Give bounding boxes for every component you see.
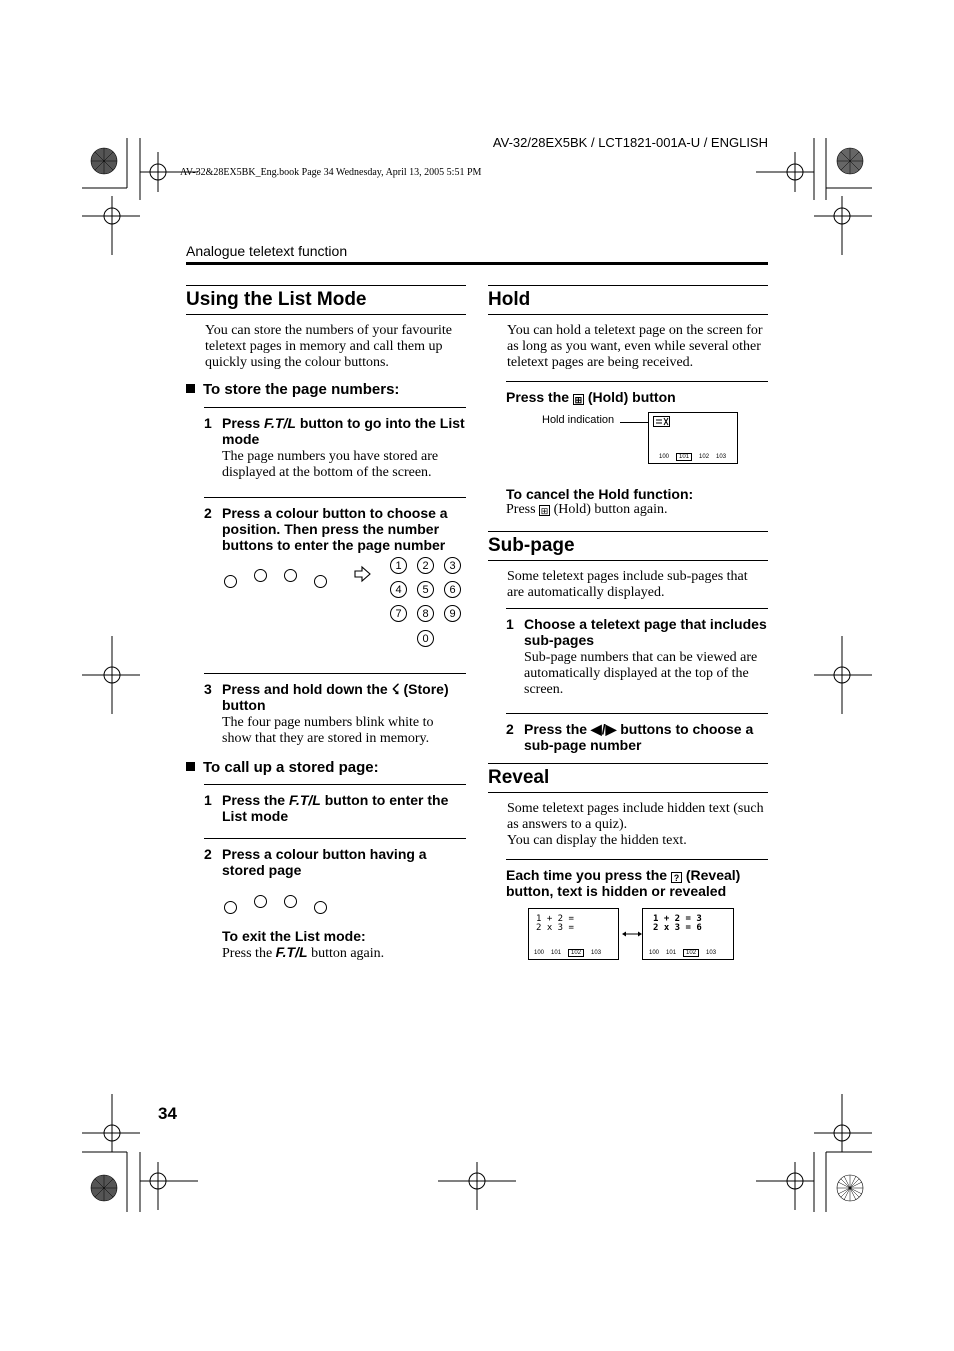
step-title-post: button to go into the List mode [222, 415, 465, 447]
number-key-9-icon: 9 [444, 605, 461, 622]
step-title-pre: Press and hold down the [222, 681, 392, 697]
hold-indication-leader [620, 422, 648, 423]
hold-indication-icon [653, 416, 671, 428]
step-title-pre: Each time you press the [506, 867, 671, 883]
hold-key-icon: ⊞ [540, 506, 549, 516]
page-number-item: 101 [551, 950, 562, 956]
colour-button-icon [284, 895, 297, 908]
book-line: AV-32&28EX5BK_Eng.book Page 34 Wednesday, April 13, 2005 5:51 PM [180, 167, 482, 178]
equation-line: 1 + 2 = 3 [653, 914, 702, 924]
equation-line: 2 x 3 = [536, 923, 574, 933]
page-number-item-highlighted: 101 [676, 453, 692, 461]
step-description: The four page numbers blink white to show that they are stored in memory. [222, 715, 434, 746]
store-step-2 [204, 497, 466, 661]
call-step-1 [204, 784, 466, 832]
reveal-step [506, 859, 768, 977]
number-key-0-icon: 0 [417, 630, 434, 647]
step-title: Press a colour button having a stored page [222, 846, 427, 878]
number-key-1-icon: 1 [390, 557, 407, 574]
bullet-square-icon [186, 762, 195, 771]
reveal-screen-page-numbers [649, 950, 723, 956]
cancel-title: To cancel the Hold function: [506, 486, 694, 502]
call-step-2 [204, 838, 466, 928]
cancel-post: (Hold) button again. [550, 502, 668, 517]
reveal-key-icon: ? [671, 872, 682, 883]
subpage-step-1 [506, 608, 768, 706]
number-key-6-icon: 6 [444, 581, 461, 598]
step-title-post: button to enter the List mode [222, 792, 449, 824]
header-rule [186, 262, 768, 265]
double-arrow-icon [622, 930, 642, 938]
hold-cancel [506, 486, 768, 518]
list-mode-intro: You can store the numbers of your favourite teletext pages in memory and call them up quickly using the colour buttons. [205, 323, 453, 370]
number-key-8-icon: 8 [417, 605, 434, 622]
hold-intro: You can hold a teletext page on the screen for as long as you want, even while several other teletext pages are being received. [507, 323, 763, 370]
section-header: Analogue teletext function [186, 243, 348, 259]
step-title-post: (Hold) button [583, 389, 676, 405]
pointing-hand-icon [354, 566, 372, 582]
step-title: Press a colour button to choose a position. Then press the number buttons to enter the page number [222, 505, 448, 553]
list-mode-section [186, 285, 466, 962]
step-title: Choose a teletext page that includes sub-pages [524, 616, 767, 648]
page-number-item: 102 [699, 454, 710, 460]
step-number: 2 [506, 721, 514, 737]
step-description: The page numbers you have stored are displayed at the bottom of the screen. [222, 449, 439, 480]
step-number: 1 [204, 792, 212, 808]
store-heading [186, 381, 466, 398]
hold-screen-page-numbers [659, 454, 733, 460]
hold-step [506, 381, 768, 486]
page-number-item: 103 [706, 950, 717, 956]
call-heading [186, 759, 466, 776]
store-step-3 [204, 673, 466, 749]
exit-post: button again. [307, 946, 385, 961]
step-title-pre: Press the [506, 389, 573, 405]
step-title: Press the ◀/▶ buttons to choose a sub-page number [524, 721, 754, 753]
colour-button-icon [314, 575, 327, 588]
colour-button-icon [314, 901, 327, 914]
number-key-7-icon: 7 [390, 605, 407, 622]
bullet-square-icon [186, 384, 195, 393]
step-number: 1 [506, 616, 514, 632]
equation-line: 2 x 3 = 6 [653, 923, 702, 933]
hold-screen [648, 412, 738, 464]
step-title-post: (Store) button [222, 681, 449, 713]
subpage-intro: Some teletext pages include sub-pages that are automatically displayed. [507, 569, 748, 600]
colour-button-icon [254, 895, 267, 908]
step-title [222, 415, 466, 447]
cancel-description [506, 502, 768, 518]
subpage-title: Sub-page [488, 531, 768, 561]
number-key-4-icon: 4 [390, 581, 407, 598]
page-number: 34 [158, 1104, 177, 1123]
number-key-5-icon: 5 [417, 581, 434, 598]
exit-title: To exit the List mode: [222, 928, 366, 944]
step-title [222, 792, 466, 824]
ftl-key-icon: F.T/L [288, 792, 321, 808]
hold-title: Hold [488, 285, 768, 315]
colour-button-icon [224, 575, 237, 588]
reveal-title: Reveal [488, 763, 768, 793]
subpage-step-2 [506, 713, 768, 763]
number-key-3-icon: 3 [444, 557, 461, 574]
store-key-icon: ☇ [391, 681, 400, 697]
page-number-item: 100 [659, 454, 670, 460]
right-column [488, 285, 768, 977]
hold-indication-label: Hold indication [542, 414, 615, 426]
page-number-item: 100 [649, 950, 660, 956]
model-line: AV-32/28EX5BK / LCT1821-001A-U / ENGLISH [492, 135, 768, 150]
page-number-item-highlighted: 102 [568, 949, 584, 957]
step-number: 1 [204, 415, 212, 431]
step-description: Sub-page numbers that can be viewed are automatically displayed at the top of the screen. [524, 650, 758, 697]
page-number-item: 101 [666, 950, 677, 956]
colour-button-icon [254, 569, 267, 582]
step-title [506, 389, 768, 405]
exit-list-mode [222, 928, 466, 962]
step-title-pre: Press the [222, 792, 289, 808]
reveal-intro-2: You can display the hidden text. [507, 833, 687, 848]
store-heading-text: To store the page numbers: [203, 381, 400, 398]
colour-button-icon [284, 569, 297, 582]
equation-line: 1 + 2 = [536, 914, 574, 924]
reveal-screen-shown [642, 908, 734, 960]
step-title-post: (Reveal) button, text is hidden or revealed [506, 867, 741, 899]
exit-description [222, 944, 466, 962]
store-step-1 [204, 407, 466, 487]
cancel-pre: Press [506, 502, 540, 517]
page-number-item: 103 [716, 454, 727, 460]
list-mode-title: Using the List Mode [186, 285, 466, 315]
ftl-key-icon: F.T/L [275, 944, 308, 960]
step-title [506, 867, 768, 899]
step-number: 2 [204, 846, 212, 862]
exit-pre: Press the [222, 946, 276, 961]
ftl-key-icon: F.T/L [264, 415, 296, 431]
call-heading-text: To call up a stored page: [203, 759, 379, 776]
step-title [222, 681, 466, 713]
hold-key-icon: ⊞ [574, 395, 583, 405]
reveal-screen-page-numbers [534, 950, 608, 956]
colour-button-icon [224, 901, 237, 914]
page-number-item-highlighted: 102 [683, 949, 699, 957]
step-number: 3 [204, 681, 212, 697]
reveal-screen-hidden [528, 908, 619, 960]
reveal-intro-1: Some teletext pages include hidden text (such as answers to a quiz). [507, 801, 764, 832]
step-title-pre: Press [222, 415, 265, 431]
page-number-item: 100 [534, 950, 545, 956]
page-number-item: 103 [591, 950, 602, 956]
number-key-2-icon: 2 [417, 557, 434, 574]
step-number: 2 [204, 505, 212, 521]
